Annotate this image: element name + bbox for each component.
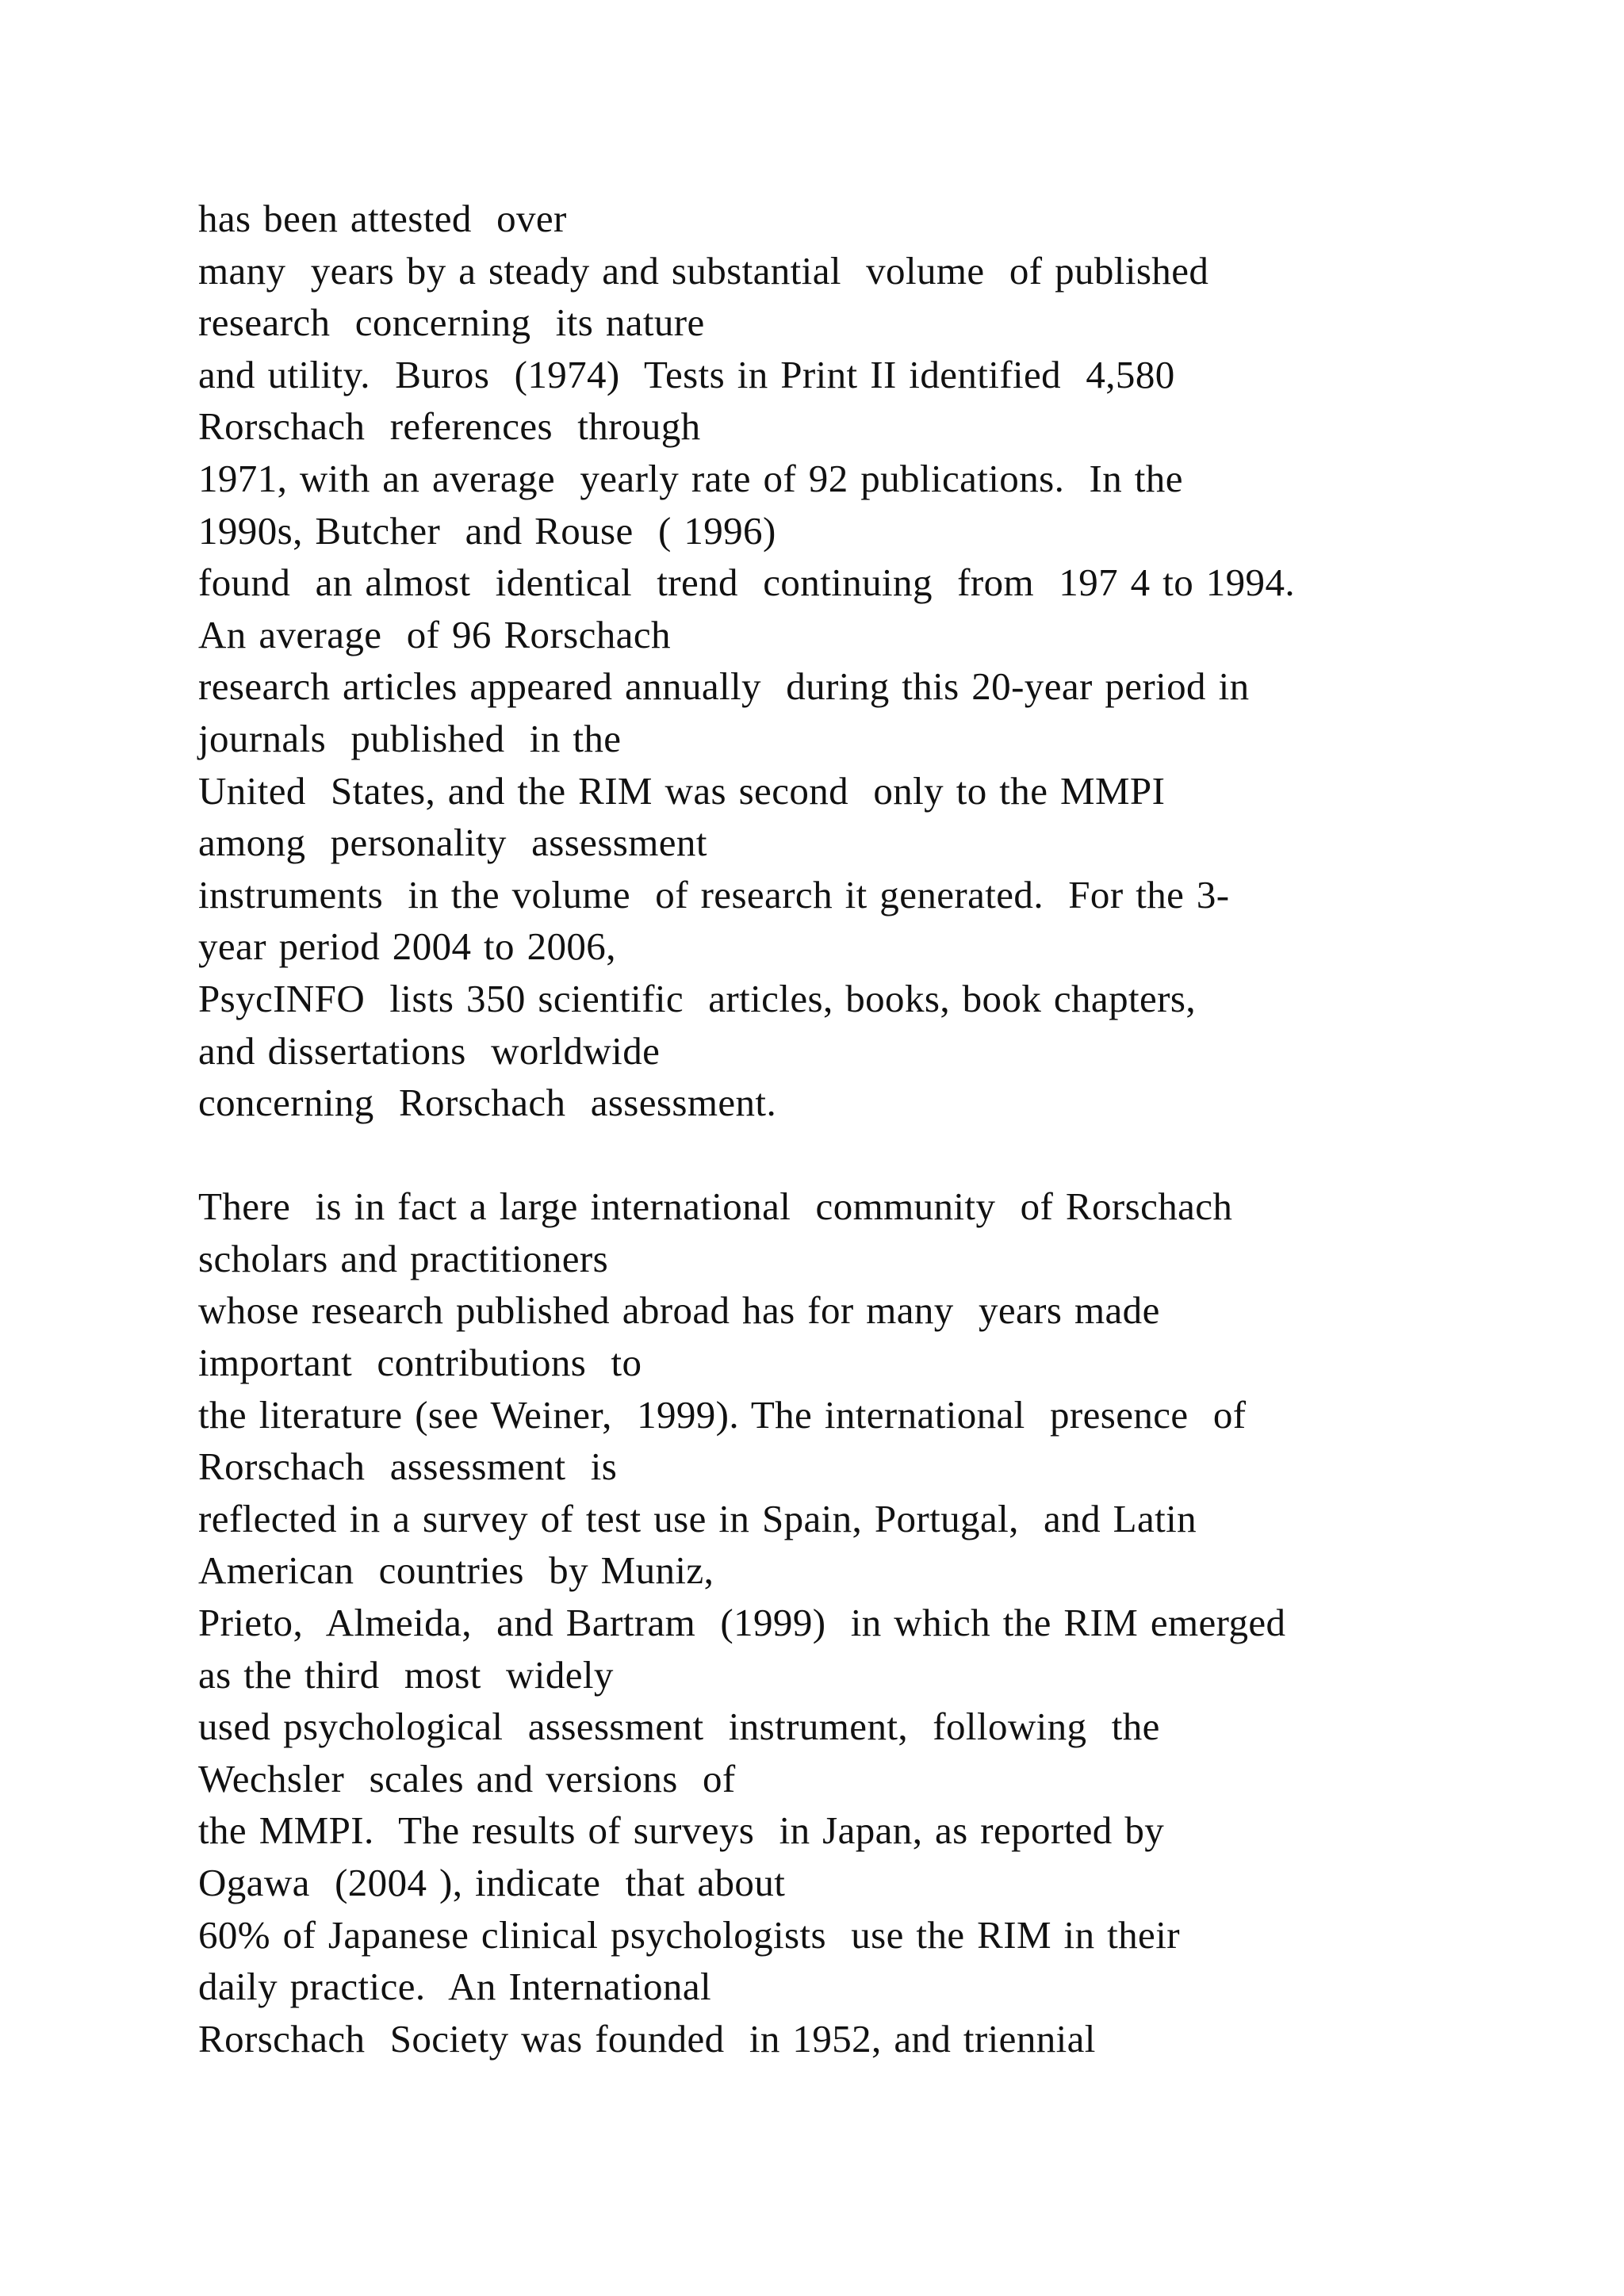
text-line: PsycINFO lists 350 scientific articles, books, book chapters, [198,976,1196,1020]
text-line: has been attested over [198,197,567,240]
text-line: and utility. Buros (1974) Tests in Print II identified 4,580 [198,352,1175,396]
paragraph-gap [198,1129,1546,1181]
text-line: the literature (see Weiner, 1999). The international presence of [198,1392,1247,1437]
text-line: Rorschach references through [198,404,701,449]
text-line: year period 2004 to 2006, [198,924,616,969]
text-line: Rorschach assessment is [198,1445,618,1489]
text-line: Rorschach Society was founded in 1952, and triennial [198,2016,1096,2061]
body-text [198,193,1546,2064]
text-line: used psychological assessment instrument, following the [198,1705,1160,1749]
text-line: and dissertations worldwide [198,1028,661,1073]
text-line: reflected in a survey of test use in Spain, Portugal, and Latin [198,1496,1197,1540]
text-line: American countries by Muniz, [198,1548,714,1593]
text-line: concerning Rorschach assessment. [198,1081,777,1125]
text-line: Ogawa (2004 ), indicate that about [198,1861,786,1904]
text-line: Wechsler scales and versions of [198,1756,736,1800]
text-line: An average of 96 Rorschach [198,612,671,656]
text-line: as the third most widely [198,1652,614,1697]
text-line: whose research published abroad has for many years made [198,1288,1160,1333]
text-line: daily practice. An International [198,1965,711,2009]
text-line: research articles appeared annually during this 20-year period in [198,664,1250,709]
text-line: the MMPI. The results of surveys in Japan, as reported by [198,1808,1165,1853]
text-line: instruments in the volume of research it generated. For the 3- [198,872,1230,916]
text-line: scholars and practitioners [198,1236,609,1280]
text-line: research concerning its nature [198,300,705,345]
text-line: 1990s, Butcher and Rouse ( 1996) [198,508,776,553]
text-line: There is in fact a large international community of Rorschach [198,1184,1233,1229]
text-line: many years by a steady and substantial volume of published [198,248,1209,293]
text-line: journals published in the [198,716,622,760]
text-line: United States, and the RIM was second only to the MMPI [198,768,1166,813]
text-line: Prieto, Almeida, and Bartram (1999) in which the RIM emerged [198,1601,1286,1645]
text-line: found an almost identical trend continuing from 197 4 to 1994. [198,561,1296,605]
text-line: important contributions to [198,1341,642,1385]
text-line: 60% of Japanese clinical psychologists use the RIM in their [198,1912,1180,1957]
text-line: 1971, with an average yearly rate of 92 publications. In the [198,456,1183,500]
text-line: among personality assessment [198,821,707,865]
